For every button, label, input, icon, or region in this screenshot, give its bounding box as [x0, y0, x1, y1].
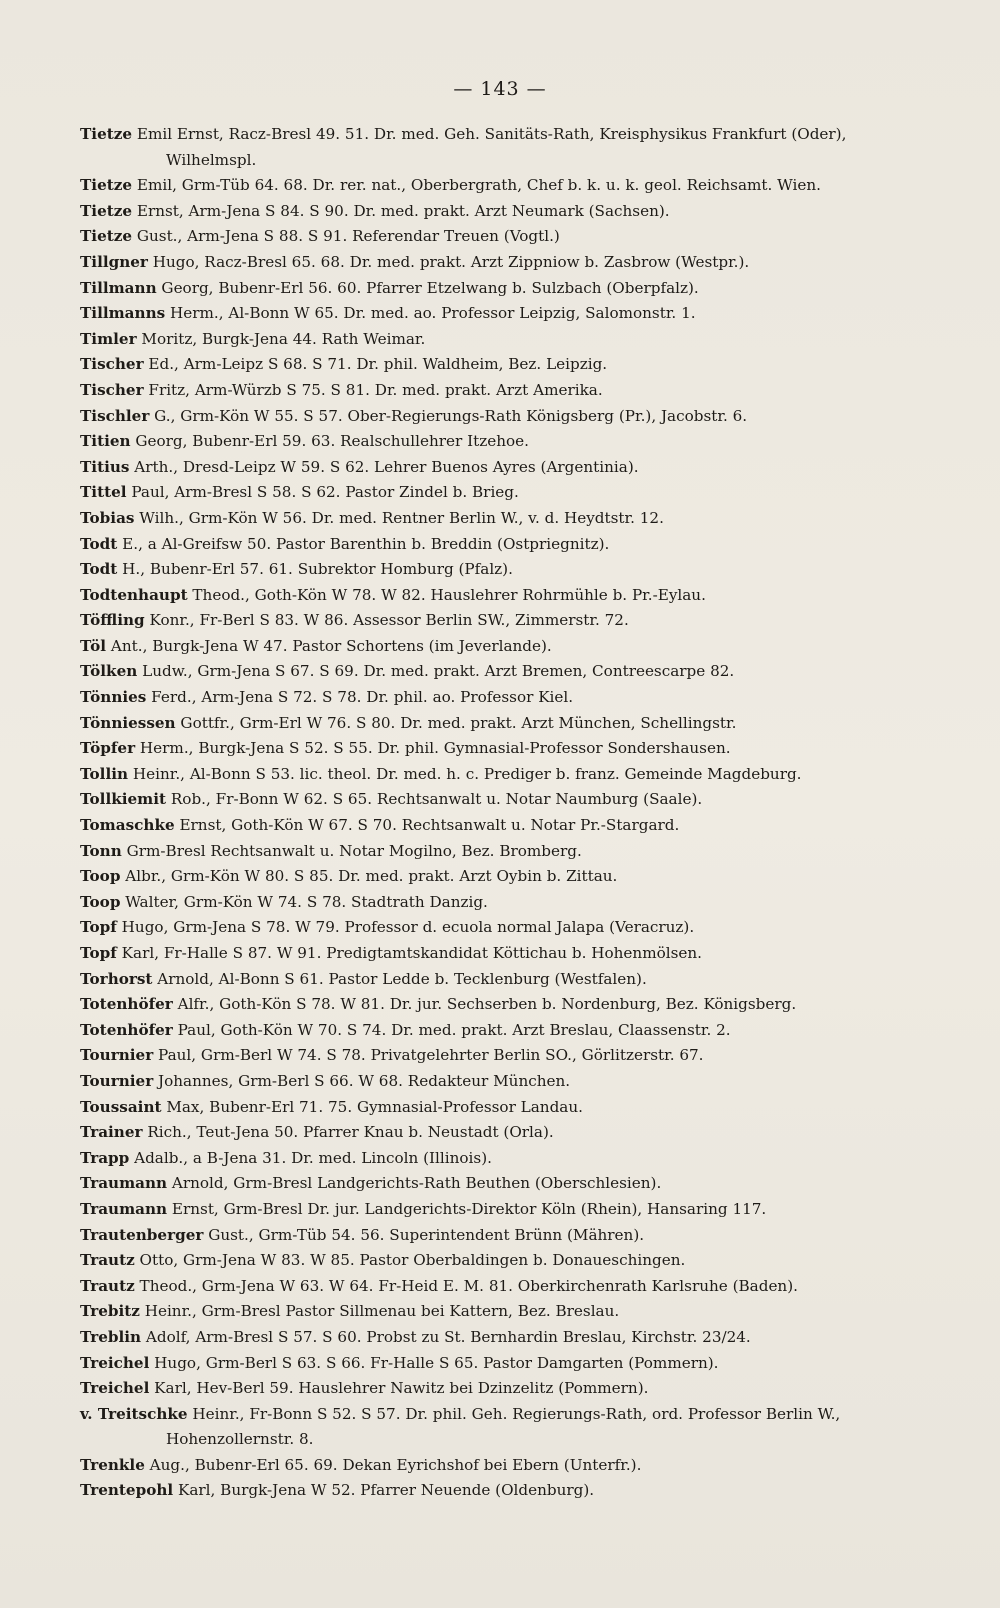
list-item	[80, 1197, 920, 1223]
list-item	[80, 276, 920, 302]
entry-text: Heinr., Grm-Bresl Pastor Sillmenau bei Kattern, Bez. Breslau.	[139, 1302, 620, 1321]
entry-name: Tischer	[80, 380, 144, 399]
entry-text: Walter, Grm-Kön W 74. S 78. Stadtrath Danzig.	[120, 892, 488, 911]
list-item	[80, 250, 920, 276]
entry-text: Otto, Grm-Jena W 83. W 85. Pastor Oberbaldingen b. Donaueschingen.	[134, 1251, 686, 1270]
entry-text: Gust., Arm-Jena S 88. S 91. Referendar Treuen (Vogtl.)	[132, 227, 560, 246]
entry-name: Töpfer	[80, 739, 136, 758]
list-item	[80, 199, 920, 225]
list-item	[80, 352, 920, 378]
entry-text: Emil, Grm-Tüb 64. 68. Dr. rer. nat., Oberbergrath, Chef b. k. u. k. geol. Reichsamt. Wien.	[132, 176, 821, 195]
entry-text: Arnold, Grm-Bresl Landgerichts-Rath Beuthen (Oberschlesien).	[167, 1174, 662, 1193]
entry-text: Georg, Bubenr-Erl 56. 60. Pfarrer Etzelwang b. Sulzbach (Oberpfalz).	[156, 278, 699, 297]
entry-text: Emil Ernst, Racz-Bresl 49. 51. Dr. med. Geh. Sanitäts-Rath, Kreisphysikus Frankfurt (Oder), Wilhelmspl.	[132, 125, 847, 169]
entry-text: Konr., Fr-Berl S 83. W 86. Assessor Berlin SW., Zimmerstr. 72.	[144, 611, 629, 630]
list-item	[80, 736, 920, 762]
entry-name: Tillmann	[80, 278, 157, 297]
entry-name: Tollin	[80, 764, 129, 783]
list-item	[80, 557, 920, 583]
entry-text: Paul, Goth-Kön W 70. S 74. Dr. med. prakt. Arzt Breslau, Claassenstr. 2.	[172, 1020, 731, 1039]
entry-text: Heinr., Fr-Bonn S 52. S 57. Dr. phil. Geh. Regierungs-Rath, ord. Professor Berlin W., Hohenzollernstr. 8.	[166, 1404, 841, 1449]
page-number: — 143 —	[453, 78, 547, 100]
entry-name: Toop	[80, 892, 121, 911]
entry-text: Gottfr., Grm-Erl W 76. S 80. Dr. med. prakt. Arzt München, Schellingstr.	[175, 713, 737, 732]
entry-name: Tietze	[80, 227, 133, 246]
entry-name: Todtenhaupt	[80, 585, 188, 604]
entry-text: Karl, Burgk-Jena W 52. Pfarrer Neuende (Oldenburg).	[173, 1481, 595, 1500]
entry-name: Treichel	[80, 1353, 150, 1372]
entry-name: Töffling	[80, 611, 145, 630]
entry-name: Tölken	[80, 662, 138, 681]
list-item	[80, 685, 920, 711]
entry-name: Toussaint	[80, 1097, 162, 1116]
entry-text: Johannes, Grm-Berl S 66. W 68. Redakteur München.	[153, 1071, 571, 1090]
entry-text: Karl, Hev-Berl 59. Hauslehrer Nawitz bei Dzinzelitz (Pommern).	[149, 1379, 649, 1398]
entry-text: Theod., Goth-Kön W 78. W 82. Hauslehrer Rohrmühle b. Pr.-Eylau.	[187, 585, 706, 604]
entry-text: Ed., Arm-Leipz S 68. S 71. Dr. phil. Waldheim, Bez. Leipzig.	[143, 355, 608, 374]
entry-text: Paul, Arm-Bresl S 58. S 62. Pastor Zindel b. Brieg.	[126, 483, 519, 502]
entry-text: Albr., Grm-Kön W 80. S 85. Dr. med. prakt. Arzt Oybin b. Zittau.	[120, 867, 618, 886]
entry-list	[80, 122, 920, 1504]
entry-name: Tournier	[80, 1071, 154, 1090]
entry-name: Tollkiemit	[80, 790, 167, 809]
entry-text: Hugo, Grm-Jena S 78. W 79. Professor d. ecuola normal Jalapa (Veracruz).	[116, 918, 695, 937]
list-item	[80, 301, 920, 327]
list-item	[80, 506, 920, 532]
list-item	[80, 1325, 920, 1351]
entry-name: Totenhöfer	[80, 995, 173, 1014]
list-item	[80, 455, 920, 481]
entry-name: Titien	[80, 432, 131, 451]
list-item	[80, 787, 920, 813]
entry-name: Tietze	[80, 201, 133, 220]
list-item	[80, 173, 920, 199]
entry-text: Grm-Bresl Rechtsanwalt u. Notar Mogilno, Bez. Bromberg.	[121, 841, 582, 860]
list-item	[80, 1069, 920, 1095]
entry-name: Trautenberger	[80, 1225, 204, 1244]
list-item	[80, 532, 920, 558]
entry-name: Trapp	[80, 1148, 130, 1167]
list-item	[80, 1351, 920, 1377]
entry-text: Ferd., Arm-Jena S 72. S 78. Dr. phil. ao. Professor Kiel.	[146, 688, 574, 707]
entry-name: Töl	[80, 636, 107, 655]
entry-name: Tietze	[80, 125, 133, 143]
entry-name: Tittel	[80, 483, 127, 502]
entry-text: H., Bubenr-Erl 57. 61. Subrektor Homburg (Pfalz).	[117, 560, 513, 579]
entry-text: Adalb., a B-Jena 31. Dr. med. Lincoln (Illinois).	[129, 1148, 492, 1167]
entry-name: Tonn	[80, 841, 122, 860]
list-item	[80, 224, 920, 250]
list-item	[80, 813, 920, 839]
entry-text: Herm., Burgk-Jena S 52. S 55. Dr. phil. Gymnasial-Professor Sondershausen.	[135, 739, 731, 758]
entry-name: Topf	[80, 944, 117, 962]
list-item	[80, 1018, 920, 1044]
list-item	[80, 1453, 920, 1479]
entry-text: Ernst, Goth-Kön W 67. S 70. Rechtsanwalt u. Notar Pr.-Stargard.	[174, 816, 680, 835]
entry-name: Treblin	[80, 1327, 142, 1346]
list-item	[80, 967, 920, 993]
entry-text: Georg, Bubenr-Erl 59. 63. Realschullehrer Itzehoe.	[130, 432, 529, 451]
entry-name: Trenkle	[80, 1455, 145, 1474]
entry-name: Tischler	[80, 406, 150, 425]
entry-name: Tobias	[80, 508, 135, 527]
list-item	[80, 404, 920, 430]
entry-name: Trautz	[80, 1276, 135, 1295]
entry-name: Timler	[80, 329, 137, 348]
list-item	[80, 1120, 920, 1146]
entry-text: Ernst, Grm-Bresl Dr. jur. Landgerichts-Direktor Köln (Rhein), Hansaring 117.	[167, 1199, 767, 1218]
list-item	[80, 1478, 920, 1504]
list-item	[80, 915, 920, 941]
entry-name: Trebitz	[80, 1302, 140, 1321]
entry-name: v. Treitschke	[80, 1404, 188, 1423]
list-item	[80, 608, 920, 634]
entry-name: Tönniessen	[80, 713, 176, 732]
entry-text: Heinr., Al-Bonn S 53. lic. theol. Dr. med. h. c. Prediger b. franz. Gemeinde Magdeburg.	[128, 764, 802, 783]
list-item	[80, 378, 920, 404]
list-item	[80, 864, 920, 890]
entry-name: Tournier	[80, 1046, 154, 1065]
entry-name: Traumann	[80, 1199, 168, 1218]
list-item	[80, 583, 920, 609]
entry-text: Karl, Fr-Halle S 87. W 91. Predigtamtskandidat Köttichau b. Hohenmölsen.	[116, 944, 702, 962]
entry-name: Tillgner	[80, 252, 148, 271]
entry-text: Ludw., Grm-Jena S 67. S 69. Dr. med. prakt. Arzt Bremen, Contreescarpe 82.	[137, 662, 735, 681]
list-item	[80, 122, 920, 173]
list-item	[80, 1146, 920, 1172]
list-item	[80, 1274, 920, 1300]
list-item	[80, 429, 920, 455]
entry-text: Gust., Grm-Tüb 54. 56. Superintendent Brünn (Mähren).	[203, 1225, 645, 1244]
entry-name: Torhorst	[80, 969, 153, 988]
entry-text: Herm., Al-Bonn W 65. Dr. med. ao. Professor Leipzig, Salomonstr. 1.	[165, 304, 696, 323]
entry-text: Wilh., Grm-Kön W 56. Dr. med. Rentner Berlin W., v. d. Heydtstr. 12.	[134, 508, 664, 527]
entry-name: Tomaschke	[80, 816, 175, 835]
entry-name: Trautz	[80, 1251, 135, 1270]
entry-text: Ernst, Arm-Jena S 84. S 90. Dr. med. prakt. Arzt Neumark (Sachsen).	[132, 201, 670, 220]
entry-text: E., a Al-Greifsw 50. Pastor Barenthin b. Breddin (Ostpriegnitz).	[117, 534, 610, 553]
list-item	[80, 659, 920, 685]
entry-name: Topf	[80, 918, 117, 937]
entry-name: Tillmanns	[80, 304, 166, 323]
list-item	[80, 1171, 920, 1197]
entry-text: Rich., Teut-Jena 50. Pfarrer Knau b. Neustadt (Orla).	[142, 1123, 554, 1142]
entry-name: Traumann	[80, 1174, 168, 1193]
list-item	[80, 1248, 920, 1274]
list-item	[80, 1223, 920, 1249]
list-item	[80, 327, 920, 353]
list-item	[80, 762, 920, 788]
entry-name: Toop	[80, 867, 121, 886]
entry-text: Max, Bubenr-Erl 71. 75. Gymnasial-Professor Landau.	[161, 1097, 583, 1116]
list-item	[80, 1299, 920, 1325]
list-item	[80, 1402, 920, 1453]
list-item	[80, 634, 920, 660]
entry-name: Todt	[80, 560, 118, 579]
entry-name: Treichel	[80, 1379, 150, 1398]
list-item	[80, 1095, 920, 1121]
list-item	[80, 992, 920, 1018]
entry-name: Todt	[80, 534, 118, 553]
entry-text: Paul, Grm-Berl W 74. S 78. Privatgelehrter Berlin SO., Görlitzerstr. 67.	[153, 1046, 704, 1065]
entry-text: Hugo, Racz-Bresl 65. 68. Dr. med. prakt. Arzt Zippniow b. Zasbrow (Westpr.).	[147, 252, 750, 271]
entry-name: Trainer	[80, 1123, 143, 1142]
entry-text: G., Grm-Kön W 55. S 57. Ober-Regierungs-Rath Königsberg (Pr.), Jacobstr. 6.	[149, 406, 748, 425]
entry-text: Alfr., Goth-Kön S 78. W 81. Dr. jur. Sechserben b. Nordenburg, Bez. Königsberg.	[172, 995, 797, 1014]
entry-name: Tönnies	[80, 688, 147, 707]
list-item	[80, 890, 920, 916]
entry-text: Fritz, Arm-Würzb S 75. S 81. Dr. med. prakt. Arzt Amerika.	[143, 380, 603, 399]
entry-text: Rob., Fr-Bonn W 62. S 65. Rechtsanwalt u. Notar Naumburg (Saale).	[166, 790, 703, 809]
entry-text: Arth., Dresd-Leipz W 59. S 62. Lehrer Buenos Ayres (Argentinia).	[129, 457, 639, 476]
list-item	[80, 1043, 920, 1069]
entry-text: Theod., Grm-Jena W 63. W 64. Fr-Heid E. M. 81. Oberkirchenrath Karlsruhe (Baden).	[134, 1276, 798, 1295]
entry-name: Titius	[80, 457, 130, 476]
list-item	[80, 941, 920, 967]
list-item	[80, 1376, 920, 1402]
entry-name: Totenhöfer	[80, 1020, 173, 1039]
entry-name: Tietze	[80, 176, 133, 195]
entry-text: Ant., Burgk-Jena W 47. Pastor Schortens (im Jeverlande).	[106, 636, 552, 655]
entry-text: Adolf, Arm-Bresl S 57. S 60. Probst zu St. Bernhardin Breslau, Kirchstr. 23/24.	[141, 1327, 751, 1346]
entry-name: Trentepohl	[80, 1481, 174, 1500]
entry-text: Moritz, Burgk-Jena 44. Rath Weimar.	[136, 329, 426, 348]
list-item	[80, 480, 920, 506]
entry-text: Hugo, Grm-Berl S 63. S 66. Fr-Halle S 65. Pastor Damgarten (Pommern).	[149, 1353, 719, 1372]
list-item	[80, 711, 920, 737]
entry-name: Tischer	[80, 355, 144, 374]
entry-text: Aug., Bubenr-Erl 65. 69. Dekan Eyrichshof bei Ebern (Unterfr.).	[144, 1455, 642, 1474]
entry-text: Arnold, Al-Bonn S 61. Pastor Ledde b. Tecklenburg (Westfalen).	[152, 969, 647, 988]
list-item	[80, 839, 920, 865]
